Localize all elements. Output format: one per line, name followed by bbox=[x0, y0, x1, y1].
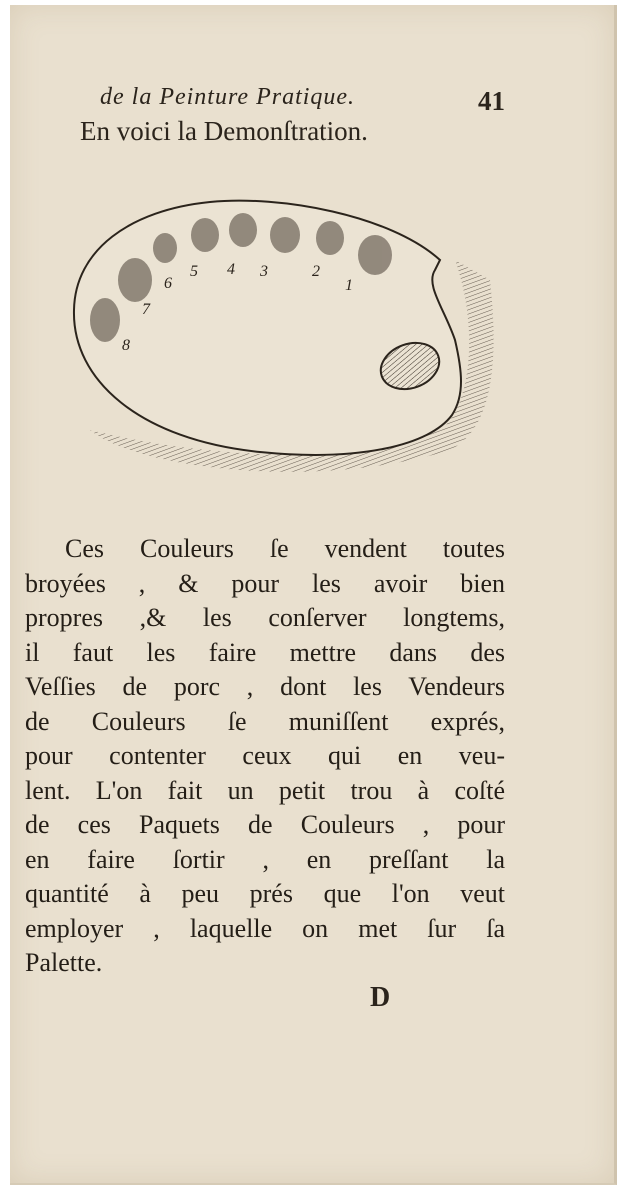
running-title: de la Peinture Pratique. bbox=[100, 84, 356, 110]
text-line: de Couleurs ſe muniſſent exprés, bbox=[25, 706, 505, 736]
text-line: propres ,& les conſerver longtems, bbox=[25, 603, 505, 632]
paint-label-5: 5 bbox=[190, 263, 198, 280]
palette-board bbox=[74, 201, 461, 455]
text-line: employer , laquelle on met ſur ſa bbox=[25, 913, 505, 943]
body-paragraph bbox=[25, 532, 505, 981]
text-line: Veſſies de porc , dont les Vendeurs bbox=[25, 672, 505, 701]
section-heading: En voici la Demonſtration. bbox=[80, 116, 368, 146]
paint-label-4: 4 bbox=[227, 261, 235, 278]
palette-illustration bbox=[60, 190, 520, 490]
signature-mark: D bbox=[370, 982, 391, 1013]
paint-label-6: 6 bbox=[164, 275, 172, 292]
text-line: pour contenter ceux qui en veu- bbox=[25, 741, 505, 770]
text-line: quantité à peu prés que l'on veut bbox=[25, 879, 505, 908]
paint-label-8: 8 bbox=[122, 337, 130, 354]
text-line: Palette. bbox=[25, 948, 103, 977]
paint-label-7: 7 bbox=[142, 301, 150, 318]
paint-label-2: 2 bbox=[312, 263, 320, 280]
paint-label-3: 3 bbox=[260, 263, 268, 280]
text-line: il faut les faire mettre dans des bbox=[25, 637, 505, 667]
text-line: en faire ſortir , en preſſant la bbox=[25, 844, 505, 874]
page-number: 41 bbox=[478, 86, 505, 116]
text-line: de ces Paquets de Couleurs , pour bbox=[25, 810, 505, 839]
text-line: lent. L'on fait un petit trou à coſté bbox=[25, 775, 505, 805]
paint-label-1: 1 bbox=[345, 277, 353, 294]
text-line: broyées , & pour les avoir bien bbox=[25, 568, 505, 598]
text-line: Ces Couleurs ſe vendent toutes bbox=[65, 534, 505, 563]
